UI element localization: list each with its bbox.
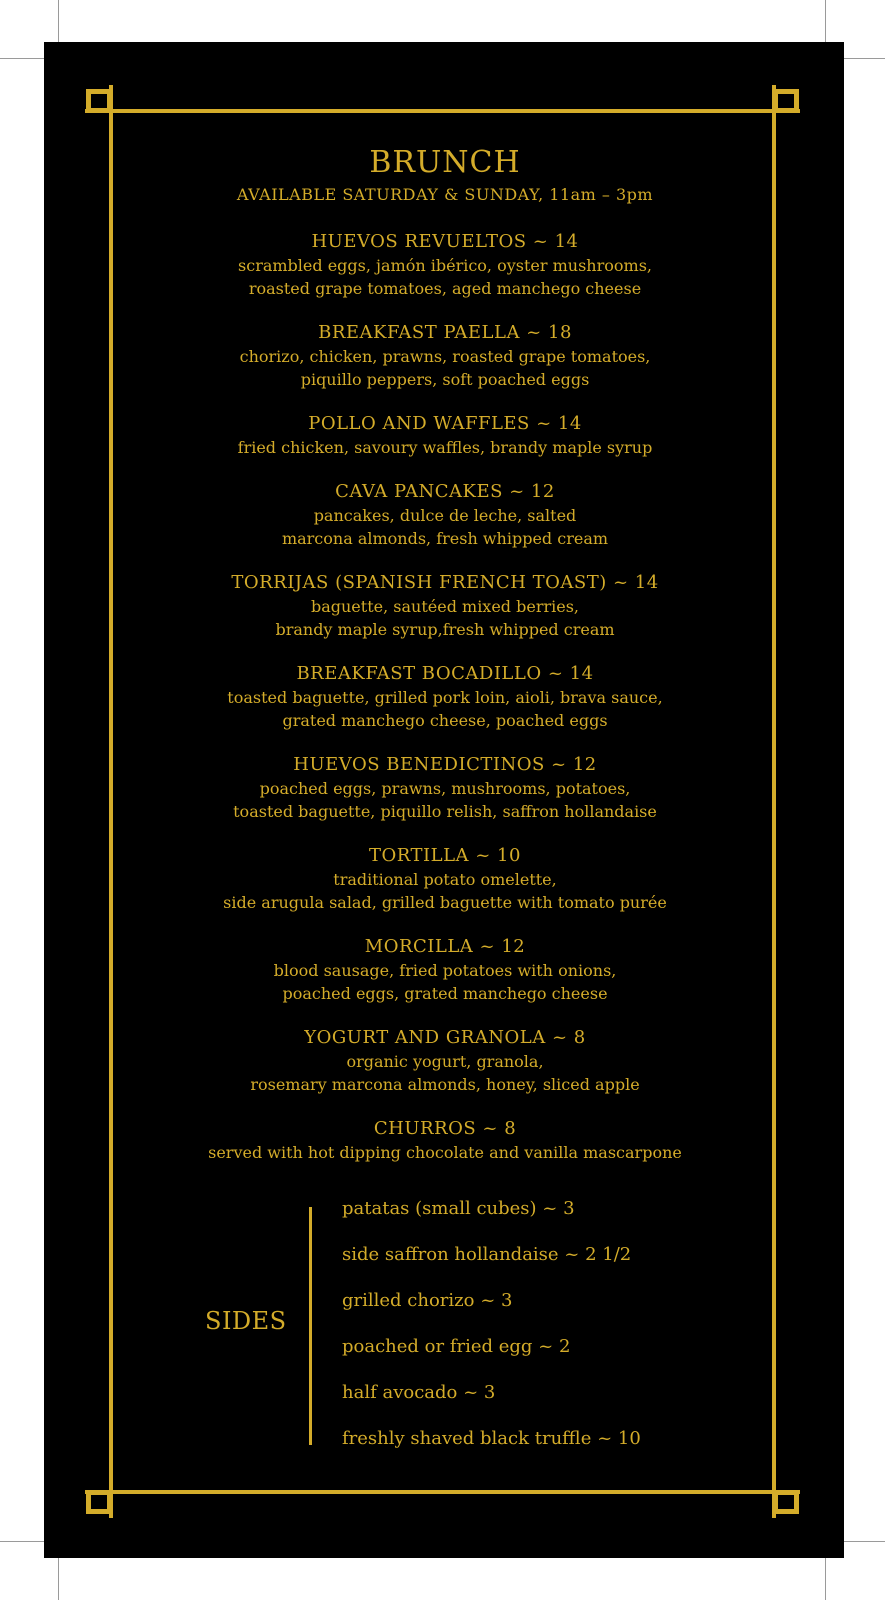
menu-item xyxy=(110,1116,780,1184)
frame-corner-ornament xyxy=(773,1490,799,1514)
side-item: side saffron hollandaise ~ 2 1/2 xyxy=(342,1244,632,1265)
sides-list xyxy=(342,1197,641,1473)
menu-item xyxy=(110,843,780,934)
item-description: served with hot dipping chocolate and vanilla mascarpone xyxy=(208,1143,682,1162)
menu-item xyxy=(110,229,780,320)
menu-item xyxy=(110,479,780,570)
item-description: traditional potato omelette, side arugula salad, grilled baguette with tomato purée xyxy=(223,870,667,912)
side-item: grilled chorizo ~ 3 xyxy=(342,1290,513,1311)
crop-mark xyxy=(0,58,46,59)
item-name: CAVA PANCAKES ~ 12 xyxy=(335,481,555,502)
sides-divider xyxy=(309,1207,312,1445)
sides-label: SIDES xyxy=(205,1307,287,1335)
crop-mark xyxy=(0,1541,46,1542)
menu-item xyxy=(110,1025,780,1116)
item-name: MORCILLA ~ 12 xyxy=(364,936,526,957)
item-description: scrambled eggs, jamón ibérico, oyster mushrooms, roasted grape tomatoes, aged manchego cheese xyxy=(238,256,652,298)
crop-mark xyxy=(58,0,59,46)
item-name: TORTILLA ~ 10 xyxy=(369,845,521,866)
side-item: patatas (small cubes) ~ 3 xyxy=(342,1198,575,1219)
item-description: chorizo, chicken, prawns, roasted grape tomatoes, piquillo peppers, soft poached eggs xyxy=(239,347,651,389)
menu-title: BRUNCH xyxy=(369,145,521,180)
item-name: TORRIJAS (SPANISH FRENCH TOAST) ~ 14 xyxy=(231,572,659,593)
item-description: baguette, sautéed mixed berries, brandy maple syrup,fresh whipped cream xyxy=(275,597,615,639)
item-name: POLLO AND WAFFLES ~ 14 xyxy=(308,413,582,434)
item-name: BREAKFAST PAELLA ~ 18 xyxy=(318,322,572,343)
item-name: YOGURT AND GRANOLA ~ 8 xyxy=(304,1027,586,1048)
menu-item xyxy=(110,661,780,752)
item-description: toasted baguette, grilled pork loin, aioli, brava sauce, grated manchego cheese, poached eggs xyxy=(227,688,663,730)
crop-mark xyxy=(839,1541,885,1542)
side-item: half avocado ~ 3 xyxy=(342,1382,496,1403)
crop-mark xyxy=(825,1554,826,1600)
item-name: HUEVOS BENEDICTINOS ~ 12 xyxy=(293,754,597,775)
item-name: CHURROS ~ 8 xyxy=(373,1118,517,1139)
frame-bottom-line xyxy=(85,1490,800,1494)
crop-mark xyxy=(839,58,885,59)
menu-item xyxy=(110,411,780,479)
side-item: poached or fried egg ~ 2 xyxy=(342,1336,571,1357)
item-name: BREAKFAST BOCADILLO ~ 14 xyxy=(296,663,594,684)
item-description: fried chicken, savoury waffles, brandy maple syrup xyxy=(237,438,653,457)
frame-corner-ornament xyxy=(86,1490,112,1514)
side-item: freshly shaved black truffle ~ 10 xyxy=(342,1428,641,1449)
menu-item xyxy=(110,320,780,411)
item-description: pancakes, dulce de leche, salted marcona almonds, fresh whipped cream xyxy=(281,506,609,548)
crop-mark xyxy=(825,0,826,46)
item-description: poached eggs, prawns, mushrooms, potatoes, toasted baguette, piquillo relish, saffron hollandaise xyxy=(233,779,657,821)
item-name: HUEVOS REVUELTOS ~ 14 xyxy=(311,231,579,252)
availability-text: AVAILABLE SATURDAY & SUNDAY, 11am – 3pm xyxy=(236,185,654,204)
frame-corner-ornament xyxy=(86,89,112,113)
menu-item xyxy=(110,752,780,843)
menu-items xyxy=(110,229,780,1184)
menu-item xyxy=(110,934,780,1025)
item-description: blood sausage, fried potatoes with onions, poached eggs, grated manchego cheese xyxy=(273,961,617,1003)
frame-corner-ornament xyxy=(773,89,799,113)
menu-item xyxy=(110,570,780,661)
item-description: organic yogurt, granola, rosemary marcona almonds, honey, sliced apple xyxy=(250,1052,640,1094)
crop-mark xyxy=(58,1554,59,1600)
frame-top-line xyxy=(85,109,800,113)
